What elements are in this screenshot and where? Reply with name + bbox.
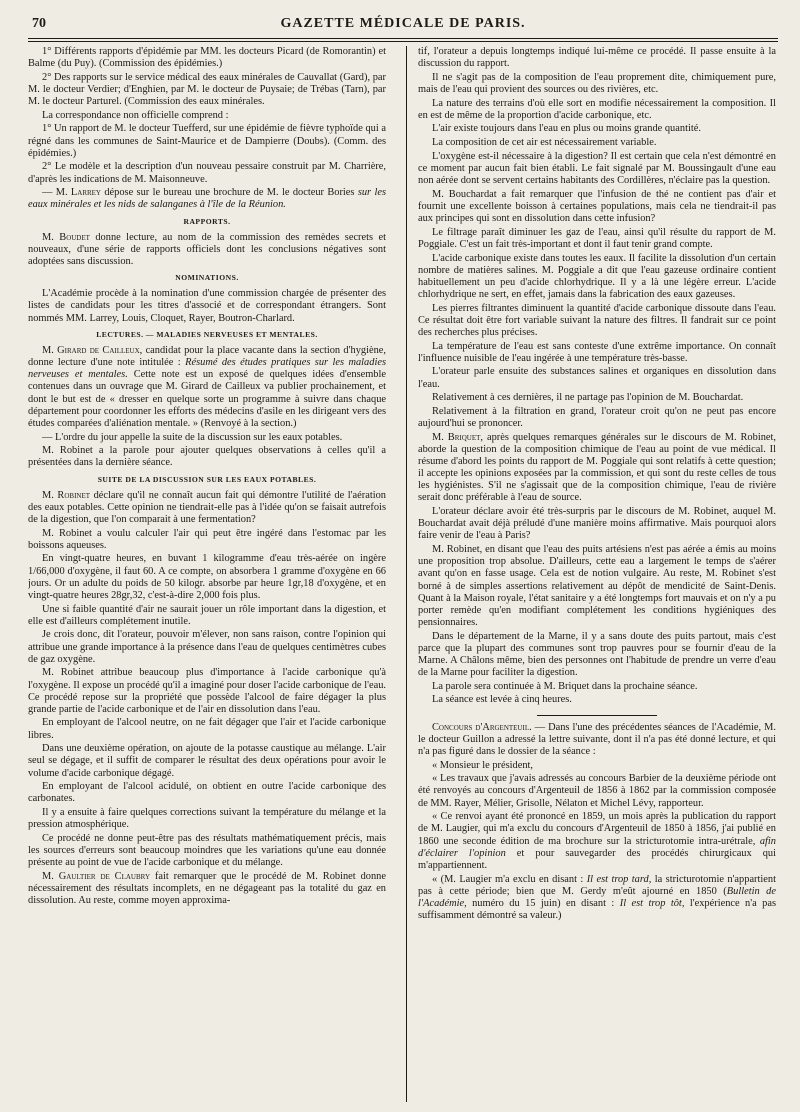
text-run: fait remarquer que le procédé de M. Robinet donne nécessairement des résultats incomplets, en ne dégageant pas la totalité du gaz en dissolution. Au reste, comme moyen approxima- — [28, 870, 386, 907]
paragraph: Dans le département de la Marne, il y a sans doute des puits partout, mais c'est parce que la plupart des communes sont trop pauvres pour se fournir d'eau de la Marne. A Châlons même, bien des personnes ont l'habitude de prendre un verre d'eau de la Marne pour faciliter la digestion. — [418, 630, 776, 679]
speaker-name: M. Boudet — [42, 231, 90, 243]
paragraph: M. Robinet, en disant que l'eau des puits artésiens n'est pas aérée a émis au moins une proposition trop absolue. D'ailleurs, cette eau a largement le temps de s'aérer avant qu'on en fasse usage. Cela est de notion vulgaire. Au reste, M. Robinet s'est borné à de simples assertions relativement au dépôt de mendicité de Saint-Denis. Quant à la Maison royale, l'état sanitaire y a été longtemps fort mauvais et on n'y a pu porter remède qu'en modifiant complétement les conditions hygiéniques des pensionnaires. — [418, 544, 776, 629]
paragraph — [418, 874, 776, 923]
paragraph: L'air existe toujours dans l'eau en plus ou moins grande quantité. — [432, 123, 701, 135]
paragraph: L'orateur parle ensuite des substances salines et organiques en dissolution dans l'eau. — [418, 366, 776, 390]
paragraph: Il ne s'agit pas de la composition de l'eau proprement dite, chimiquement pure, mais de l'eau qui provient des sources ou des rivières, etc. — [418, 71, 776, 95]
section-lead: Concours d'Argenteuil. — [432, 721, 532, 733]
text-run: la stricturotomie n'appartient pas à cette période; bien que M. Gerdy m'eût ajourné en 1850 ( — [418, 873, 776, 897]
text-run: l'expérience n'a pas suffisamment démontré sa valeur.) — [418, 897, 776, 921]
paragraph — [418, 722, 776, 758]
text-run: dépose sur le bureau une brochure de M. le docteur Bories — [101, 187, 358, 199]
paragraph: M. Robinet attribue beaucoup plus d'importance à l'acide carbonique qu'à l'oxygène. Il expose un procédé qu'il a imaginé pour doser l'acide carbonique de l'eau. Ce procédé repose sur la propriété que possède l'alcool de faire dégager la plus grande partie de l'acide carbonique et de l'air en dissolution dans l'eau. — [28, 667, 386, 715]
left-column — [28, 46, 386, 1106]
paragraph: La température de l'eau est sans conteste d'une extrême importance. On connaît l'influence nuisible de l'eau ingérée à une température très-basse. — [418, 340, 776, 364]
paragraph: Dans une deuxième opération, on ajoute de la potasse caustique au mélange. L'air seul se dégage, et il suffit de comparer le résultat des deux opérations pour avoir le volume d'acide carbonique dégagé. — [28, 743, 386, 779]
paragraph: Ce procédé ne donne peut-être pas des résultats mathématiquement précis, mais les sources d'erreurs sont beaucoup moindres que les variations qu'une eau donnée présente au point de vue de l'acide carbonique et du mélange. — [28, 832, 386, 869]
paragraph: M. Bouchardat a fait remarquer que l'infusion de thé ne contient pas d'air et fournit une excellente boisson à certaines populations, mais cela ne tiendrait-il pas aux principes qui sont en dissolution dans cette infusion? — [418, 188, 776, 225]
paragraph — [28, 187, 386, 211]
paragraph — [418, 432, 776, 505]
running-title: GAZETTE MÉDICALE DE PARIS. — [280, 16, 526, 31]
section-heading-nominations: NOMINATIONS. — [175, 273, 239, 283]
paragraph: Le filtrage paraît diminuer les gaz de l'eau, ainsi qu'il résulte du rapport de M. Poggiale. C'est un fait très-important et dont il faut tenir grand compte. — [418, 226, 776, 250]
section-heading-lectures: LECTURES. — MALADIES NERVEUSES ET MENTALES. — [96, 329, 318, 339]
paragraph: Il y a ensuite à faire quelques corrections suivant la température du mélange et la pression atmosphérique. — [28, 807, 386, 831]
section-heading-rapports: RAPPORTS. — [183, 216, 231, 226]
paragraph: L'Académie procède à la nomination d'une commission chargée de présenter des listes de candidats pour les titres d'associé et de correspondant étrangers. Sont nommés MM. Larrey, Louis, Cloquet, Rayer, Boutron-Charlard. — [28, 288, 386, 324]
text-run: numéro du 15 juin) en disant : — [466, 897, 620, 909]
italic-run: Il est trop tôt, — [619, 897, 685, 909]
paragraph: 2° Le modèle et la description d'un nouveau pessaire construit par M. Charrière, d'après les indications de M. Maisonneuve. — [28, 161, 386, 185]
speaker-name: M. Girard de Cailleux, — [42, 344, 143, 356]
paragraph: M. Robinet a la parole pour ajouter quelques observations à celles qu'il a présentées dans la dernière séance. — [28, 445, 386, 469]
text-run: — Dans l'une des précédentes séances de l'Académie, M. le docteur Guillon a adressé la lettre suivante, dont il n'a pas été donné lecture, et qui n'a pas figuré dans le dossier de la séance : — [418, 721, 776, 757]
header-rule-thin — [28, 41, 778, 42]
text-run: et pour sauvegarder des procédés chirurgicaux qui m'appartiennent. — [418, 847, 776, 871]
paragraph: « Les travaux que j'avais adressés au concours Barbier de la deuxième période ont été renvoyés au concours d'Argenteuil de 1856 à 1862 par la commission composée de MM. Rayer, Mélier, Grisolle, Nélaton et Michel Lévy, rapporteur. — [418, 773, 776, 809]
paragraph: Relativement à la filtration en grand, l'orateur croit qu'on ne peut pas encore aujourd'hui se prononcer. — [418, 405, 776, 430]
paragraph: La composition de cet air est nécessairement variable. — [432, 137, 657, 149]
paragraph: La correspondance non officielle comprend : — [42, 109, 229, 121]
paragraph: L'oxygène est-il nécessaire à la digestion? Il est certain que cela n'est démontré en ce moment par aucun fait bien établi. Le fait signalé par M. Boussingault d'une eau non aérée dont se servent certains habitants des Cordillères, n'éclaire pas la question. — [418, 150, 776, 187]
section-separator — [537, 715, 657, 716]
paragraph: 1° Un rapport de M. le docteur Tuefferd, sur une épidémie de fièvre typhoïde qui a régné dans les communes de Saint-Maurice et de Dampierre (Doubs). (Comm. des épidémies.) — [28, 123, 386, 159]
section-heading-suite: SUITE DE LA DISCUSSION SUR LES EAUX POTABLES. — [97, 474, 317, 484]
paragraph: M. Robinet a voulu calculer l'air qui peut être ingéré dans l'estomac par les boissons aqueuses. — [28, 527, 386, 551]
paragraph: tif, l'orateur a depuis longtemps indiqué lui-même ce procédé. Il passe ensuite à la discussion du rapport. — [418, 46, 776, 70]
text-run: « (M. Laugier m'a exclu en disant : — [432, 873, 587, 885]
italic-run: sur les eaux minérales et les nids de salanganes à l'île de la Réunion. — [28, 187, 386, 211]
paragraph: — L'ordre du jour appelle la suite de la discussion sur les eaux potables. — [42, 431, 343, 443]
paragraph: Relativement à ces dernières, il ne partage pas l'opinion de M. Bouchardat. — [432, 392, 744, 404]
paragraph: La séance est levée à cinq heures. — [432, 694, 572, 706]
text-run: déclare qu'il ne connaît aucun fait qui démontre l'utilité de l'aération des eaux potables. Cette opinion ne tiendrait-elle pas à l'idée qu'on se faisait autrefois de la digestion, que l'on comparait à une fermentation? — [28, 489, 386, 525]
paragraph: La parole sera continuée à M. Briquet dans la prochaine séance. — [432, 680, 698, 692]
text-run: après quelques remarques générales sur le discours de M. Robinet, aborde la question de la composition chimique de l'eau au point de vue médical. Il résume d'abord les points du rapport de M. Poggiale qui sont relatifs à cette question; il accepte les opinions exposées par la commission, et qui sont du reste celles de tous les hygiénistes. S'il ne s'agissait que de la composition chimique, l'eau de rivière serait donc préférable à l'eau de source. — [418, 431, 776, 504]
paragraph: En vingt-quatre heures, en buvant 1 kilogramme d'eau très-aérée on ingère 1/66,000 d'oxygène, il faut 60. A ce compte, on absorbera 1 gramme d'oxygène en 66 jours. Or un adulte du poids de 50 kilogr. absorbe par heure 1gr,18 d'oxygène, et en vingt-quatre heures 28gr,32, c'est-à-dire 2,000 fois plus. — [28, 553, 386, 601]
speaker-name: — M. Larrey — [42, 187, 101, 199]
speaker-name: M. Robinet — [42, 489, 91, 501]
speaker-name: M. Briquet, — [432, 431, 483, 443]
italic-run: Bulletin de l'Académie, — [418, 885, 776, 909]
text-run: Cette note est un exposé de quelques idées d'ensemble contenues dans un ouvrage que M. Girard de Cailleux va publier prochainement, et dont le but est de « dresser en quelque sorte un programme à suivre dans chaque département pour coordonner les efforts des médecins d'asile en les dirigeant vers des études comparées d'aliénation mentale. » (Renvoyé à la section.) — [28, 369, 386, 429]
paragraph: L'acide carbonique existe dans toutes les eaux. Il facilite la dissolution d'un certain nombre de matières salines. M. Poggiale a dit que l'eau gazeuse ordinaire contient habituellement un peu d'acide chlorhydrique. Il y a là une légère erreur. L'acide chlorhydrique ne sert, en effet, jamais dans la fabrication des eaux gazeuses. — [418, 252, 776, 300]
paragraph: « Monsieur le président, — [432, 759, 533, 771]
paragraph: En employant de l'alcool neutre, on ne fait dégager que l'air et l'acide carbonique libres. — [28, 717, 386, 741]
italic-run: Il est trop tard, — [586, 873, 652, 885]
paragraph: Les pierres filtrantes diminuent la quantité d'acide carbonique dissoute dans l'eau. Ce résultat doit être fort variable suivant la nature des filtres. Il fandrait sur ce point des recherches plus précises. — [418, 302, 776, 338]
column-divider — [406, 46, 407, 1102]
paragraph — [28, 232, 386, 268]
italic-run: afin d'éclairer l'opinion — [418, 835, 776, 859]
speaker-name: M. Gaultier de Claubry — [42, 870, 150, 882]
paragraph: 1° Différents rapports d'épidémie par MM. les docteurs Picard (de Romorantin) et Balme (du Puy). (Commission des épidémies.) — [28, 46, 386, 70]
header-rule — [28, 38, 778, 39]
paragraph: En employant de l'alcool acidulé, on obtient en outre l'acide carbonique des carbonates. — [28, 781, 386, 805]
paragraph: La nature des terrains d'où elle sort en modifie nécessairement la composition. Il en est de même de la proportion d'acide carbonique, etc. — [418, 97, 776, 121]
right-column — [418, 46, 776, 1106]
text-run: donne lecture, au nom de la commission des remèdes secrets et nouveaux, d'une série de rapports officiels dont les conclusions négatives sont adoptées sans discussion. — [28, 231, 386, 267]
paragraph: Une si faible quantité d'air ne saurait jouer un rôle important dans la digestion, et elle est d'ailleurs complétement inutile. — [28, 603, 386, 627]
paragraph — [28, 871, 386, 907]
page-header — [28, 14, 778, 38]
page-number: 70 — [32, 16, 46, 31]
paragraph: 2° Des rapports sur le service médical des eaux minérales de Cauvallat (Gard), par M. le docteur Verdier; d'Enghien, par M. le docteur de Puysaie; de Trébas (Tarn), par M. le docteur Parturel. (Commission des eaux minérales. — [28, 71, 386, 108]
paragraph — [28, 490, 386, 526]
paragraph — [28, 345, 386, 430]
paragraph — [418, 811, 776, 872]
text-run: candidat pour la place vacante dans la section d'hygiène, donne lecture d'une note intitulée : — [28, 344, 386, 369]
italic-run: Résumé des études pratiques sur les maladies nerveuses et mentales. — [28, 357, 386, 381]
paragraph: L'orateur déclare avoir été très-surpris par le discours de M. Robinet, auquel M. Bouchardat avait déjà préludé d'une manière moins affirmative. Mais pourquoi alors faire venir de l'eau à Paris? — [418, 506, 776, 542]
paragraph: Je crois donc, dit l'orateur, pouvoir m'élever, non sans raison, contre l'opinion qui attribue une grande importance à la présence dans l'eau de quelques centimètres cubes de gaz oxygène. — [28, 629, 386, 665]
text-run: « Ce renvoi ayant été prononcé en 1859, un mois après la publication du rapport de M. Laugier, qui m'a exclu du concours d'Argenteuil de 1850 à 1856, j'ai publié en 1860 une seconde édition de ma brochure sur la stricturotomie intra-urétrale, — [418, 811, 776, 847]
